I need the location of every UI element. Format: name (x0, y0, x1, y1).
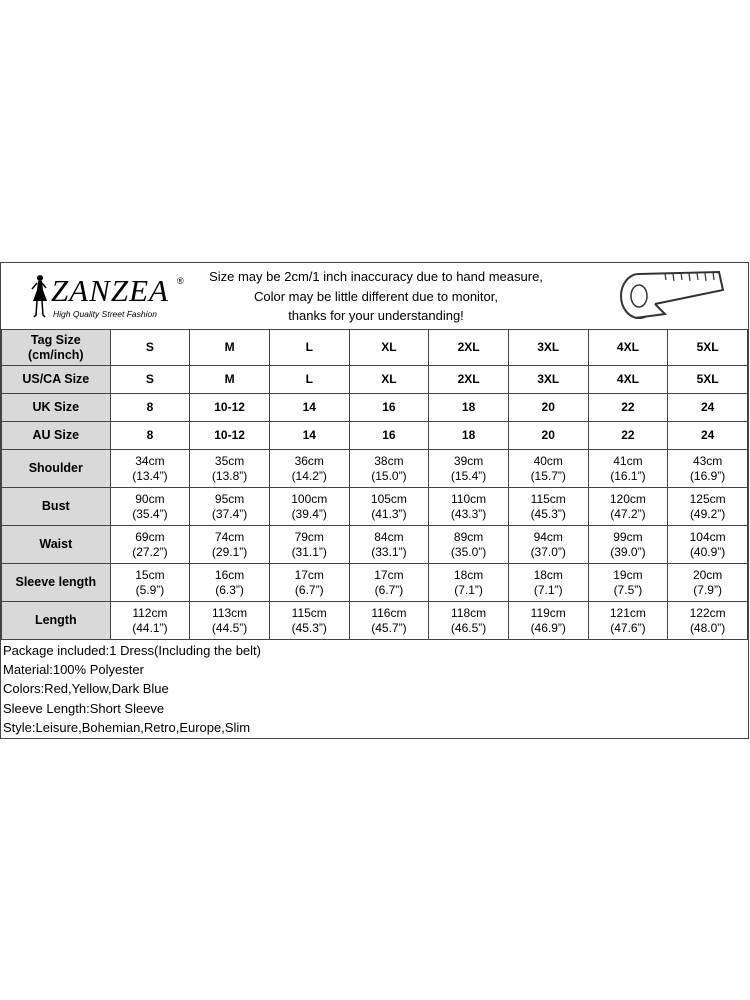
table-cell (508, 450, 588, 488)
cm-value: 17cm (374, 567, 404, 582)
table-cell: S (110, 366, 190, 394)
table-cell (508, 526, 588, 564)
cm-value: 115cm (291, 605, 327, 620)
inch-value: (44.5”) (211, 620, 248, 635)
cm-value: 113cm (212, 605, 248, 620)
size-header-cell: 4XL (588, 330, 668, 366)
table-row (2, 564, 748, 602)
detail-line: Package included:1 Dress(Including the belt) (3, 643, 261, 658)
inch-value: (40.9”) (689, 544, 726, 559)
row-label: Bust (2, 488, 111, 526)
size-chart-sheet (0, 262, 749, 739)
cm-value: 18cm (453, 567, 484, 582)
detail-line: Colors:Red,Yellow,Dark Blue (3, 681, 169, 697)
table-row (2, 366, 748, 394)
table-cell (110, 602, 190, 640)
size-header-cell: L (269, 330, 349, 366)
table-cell: L (269, 366, 349, 394)
inch-value: (15.4”) (450, 468, 487, 483)
cm-value: 118cm (451, 605, 487, 620)
table-cell (508, 564, 588, 602)
cm-value: 110cm (451, 491, 487, 506)
inch-value: (47.6”) (610, 620, 646, 635)
table-cell (429, 564, 509, 602)
table-cell: XL (349, 366, 429, 394)
cm-value: 41cm (613, 453, 643, 468)
table-cell: 10-12 (190, 422, 270, 450)
cm-value: 16cm (214, 567, 245, 582)
cm-value: 43cm (692, 453, 723, 468)
inch-value: (35.4”) (132, 506, 168, 521)
header-label: (cm/inch) (28, 347, 84, 362)
tag-size-header (2, 330, 111, 366)
inch-value: (44.1”) (132, 620, 168, 635)
table-cell: 5XL (668, 366, 748, 394)
detail-line: Sleeve Length:Short Sleeve (3, 700, 165, 716)
inch-value: (49.2”) (689, 506, 726, 521)
table-cell (588, 526, 668, 564)
cm-value: 15cm (135, 567, 165, 582)
inch-value: (46.9”) (530, 620, 566, 635)
row-label: Waist (2, 526, 111, 564)
inch-value: (31.1”) (291, 544, 327, 559)
cm-value: 18cm (533, 567, 563, 582)
cm-value: 94cm (533, 529, 563, 544)
inch-value: (7.9”) (693, 582, 722, 597)
row-label: AU Size (2, 422, 111, 450)
inch-value: (46.5”) (450, 620, 487, 635)
table-cell: 2XL (429, 366, 509, 394)
cm-value: 115cm (530, 491, 566, 506)
inch-value: (48.0”) (689, 620, 726, 635)
cm-value: 122cm (689, 605, 726, 620)
table-row (2, 526, 748, 564)
inch-value: (27.2”) (132, 544, 168, 559)
table-cell (668, 450, 748, 488)
inch-value: (15.0”) (371, 468, 407, 483)
table-cell (429, 488, 509, 526)
table-cell (668, 526, 748, 564)
inch-value: (37.4”) (211, 506, 248, 521)
table-cell: M (190, 366, 270, 394)
table-cell: 14 (269, 422, 349, 450)
chart-header (1, 263, 748, 330)
cm-value: 95cm (214, 491, 245, 506)
row-label: Length (2, 602, 111, 640)
notice-line: Color may be little different due to monitor, (254, 288, 498, 304)
fashion-model-icon (27, 274, 51, 318)
size-header-cell: 3XL (508, 330, 588, 366)
table-cell: 10-12 (190, 394, 270, 422)
table-cell: 22 (588, 394, 668, 422)
table-cell (190, 526, 270, 564)
table-cell (190, 564, 270, 602)
table-cell (190, 450, 270, 488)
measuring-tape-icon (615, 266, 727, 326)
inch-value: (14.2”) (291, 468, 327, 483)
row-label: Sleeve length (2, 564, 111, 602)
cm-value: 35cm (214, 453, 245, 468)
inch-value: (39.0”) (610, 544, 646, 559)
detail-line: Style:Leisure,Bohemian,Retro,Europe,Slim (3, 719, 251, 735)
table-cell (269, 602, 349, 640)
table-cell: 3XL (508, 366, 588, 394)
table-cell (668, 488, 748, 526)
inch-value: (47.2”) (610, 506, 646, 521)
cm-value: 125cm (689, 491, 726, 506)
table-cell (588, 450, 668, 488)
table-cell: 18 (429, 394, 509, 422)
table-cell (110, 526, 190, 564)
table-cell (269, 564, 349, 602)
inch-value: (43.3”) (450, 506, 487, 521)
table-cell: 18 (429, 422, 509, 450)
brand-tagline: High Quality Street Fashion (53, 309, 157, 319)
row-label: US/CA Size (2, 366, 111, 394)
cm-value: 34cm (135, 453, 165, 468)
inch-value: (7.5”) (613, 582, 643, 597)
cm-value: 40cm (533, 453, 563, 468)
inch-value: (6.3”) (215, 582, 244, 597)
row-label: Shoulder (2, 450, 111, 488)
notice-line: Size may be 2cm/1 inch inaccuracy due to hand measure, (209, 269, 543, 284)
table-cell (349, 526, 429, 564)
size-header-cell: XL (349, 330, 429, 366)
table-cell (429, 602, 509, 640)
table-cell (588, 602, 668, 640)
cm-value: 84cm (374, 529, 404, 544)
table-cell (190, 602, 270, 640)
table-cell (508, 488, 588, 526)
cm-value: 38cm (374, 453, 404, 468)
table-cell (110, 488, 190, 526)
notice-line: thanks for your understanding! (288, 308, 464, 323)
cm-value: 116cm (371, 605, 407, 620)
inch-value: (45.3”) (291, 620, 327, 635)
inch-value: (16.9”) (689, 468, 726, 483)
inch-value: (37.0”) (530, 544, 566, 559)
cm-value: 79cm (294, 529, 324, 544)
table-cell: 16 (349, 394, 429, 422)
inch-value: (41.3”) (371, 506, 407, 521)
table-row (2, 450, 748, 488)
brand-name: ZANZEA (51, 273, 169, 308)
table-cell (349, 488, 429, 526)
cm-value: 119cm (530, 605, 566, 620)
table-cell (508, 602, 588, 640)
row-label: UK Size (2, 394, 111, 422)
table-cell: 14 (269, 394, 349, 422)
table-row (2, 488, 748, 526)
table-cell (349, 602, 429, 640)
table-cell (588, 564, 668, 602)
cm-value: 89cm (453, 529, 484, 544)
table-cell: 8 (110, 394, 190, 422)
table-cell: 24 (668, 394, 748, 422)
measurement-notice (191, 267, 561, 326)
table-cell (668, 564, 748, 602)
cm-value: 104cm (689, 529, 726, 544)
table-cell (269, 488, 349, 526)
table-cell (190, 488, 270, 526)
cm-value: 17cm (294, 567, 324, 582)
cm-value: 19cm (613, 567, 643, 582)
inch-value: (29.1”) (211, 544, 248, 559)
cm-value: 90cm (135, 491, 165, 506)
size-header-cell: S (110, 330, 190, 366)
table-cell (429, 450, 509, 488)
inch-value: (13.8”) (211, 468, 248, 483)
table-cell (269, 450, 349, 488)
cm-value: 20cm (692, 567, 723, 582)
inch-value: (13.4”) (132, 468, 168, 483)
inch-value: (15.7”) (530, 468, 566, 483)
table-row (2, 422, 748, 450)
table-cell: 16 (349, 422, 429, 450)
size-header-cell: 5XL (668, 330, 748, 366)
inch-value: (16.1”) (610, 468, 646, 483)
inch-value: (7.1”) (533, 582, 563, 597)
inch-value: (33.1”) (371, 544, 407, 559)
table-row (2, 602, 748, 640)
table-cell (429, 526, 509, 564)
registered-mark: ® (177, 276, 184, 286)
inch-value: (45.7”) (371, 620, 407, 635)
cm-value: 100cm (291, 491, 328, 506)
table-cell (668, 602, 748, 640)
cm-value: 99cm (613, 529, 643, 544)
inch-value: (7.1”) (454, 582, 483, 597)
cm-value: 74cm (214, 529, 245, 544)
inch-value: (39.4”) (291, 506, 327, 521)
table-row (2, 394, 748, 422)
table-cell (110, 564, 190, 602)
table-cell: 20 (508, 422, 588, 450)
table-cell: 4XL (588, 366, 668, 394)
detail-line: Material:100% Polyester (3, 662, 144, 678)
size-header-cell: M (190, 330, 270, 366)
size-table (1, 329, 748, 640)
inch-value: (6.7”) (374, 582, 404, 597)
table-cell (349, 450, 429, 488)
cm-value: 105cm (370, 491, 407, 506)
product-details (3, 641, 261, 737)
header-label: Tag Size (30, 332, 81, 347)
table-cell (349, 564, 429, 602)
cm-value: 36cm (294, 453, 324, 468)
table-cell: 8 (110, 422, 190, 450)
table-cell: 24 (668, 422, 748, 450)
cm-value: 112cm (132, 605, 168, 620)
size-header-cell: 2XL (429, 330, 509, 366)
cm-value: 121cm (609, 605, 646, 620)
inch-value: (45.3”) (530, 506, 566, 521)
brand-logo (27, 272, 184, 322)
table-cell: 20 (508, 394, 588, 422)
inch-value: (6.7”) (294, 582, 324, 597)
table-cell (269, 526, 349, 564)
table-cell (110, 450, 190, 488)
cm-value: 69cm (135, 529, 165, 544)
cm-value: 120cm (609, 491, 646, 506)
table-row (2, 330, 748, 366)
table-cell (588, 488, 668, 526)
cm-value: 39cm (453, 453, 484, 468)
inch-value: (35.0”) (450, 544, 487, 559)
inch-value: (5.9”) (135, 582, 165, 597)
table-cell: 22 (588, 422, 668, 450)
